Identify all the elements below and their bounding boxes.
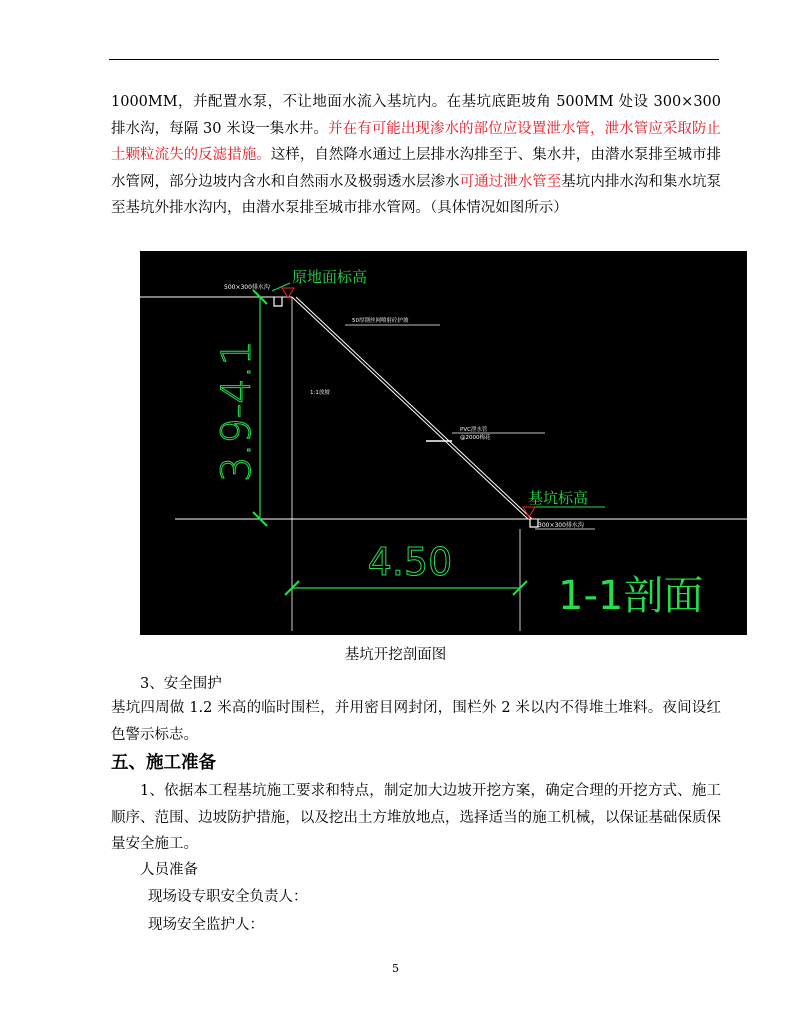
item3-title: 3、安全围护	[140, 676, 222, 692]
slope-line-inner	[296, 297, 532, 519]
section5-title: 五、施工准备	[111, 753, 216, 773]
pit-level-label: 基坑标高	[528, 489, 589, 507]
pvc-spacing-label: @2000梅花	[460, 435, 491, 441]
height-dimension-text: 3.9-4.1	[214, 340, 260, 482]
item1-text: 1、依据本工程基坑施工要求和特点，制定加大边坡开挖方案，确定合理的开挖方式、施工顺序、范围、边坡防护措施，以及挖出土方堆放地点，选择适当的施工机械，以保证基础保质保量安全施工。	[111, 783, 721, 852]
section-title: 1-1剖面	[558, 573, 704, 619]
personnel-line-1: 现场设专职安全负责人：	[148, 889, 308, 905]
page-number: 5	[392, 962, 399, 975]
personnel-title: 人员准备	[140, 862, 198, 878]
drainage-paragraph	[111, 89, 721, 222]
header-rule	[109, 59, 719, 60]
orig-ground-label: 原地面标高	[292, 268, 368, 286]
slope-ratio-label: 1:1放坡	[310, 390, 330, 396]
slope-protect-label: 50厚钢丝网喷射砼护坡	[352, 318, 409, 324]
personnel-line-2: 现场安全监护人：	[148, 917, 264, 933]
bottom-ditch-shape	[530, 519, 538, 527]
orig-ground-leader	[272, 283, 290, 291]
bottom-ditch-label: 300×300排水沟	[538, 522, 584, 529]
figure-caption: 基坑开挖剖面图	[344, 647, 447, 663]
pvc-label: PVC泄水管	[460, 427, 488, 433]
slope-line-outer	[292, 297, 528, 519]
excavation-section-figure	[140, 251, 747, 635]
top-ditch-label: 500×300排水沟	[224, 284, 270, 291]
drainage-text-red-2: 可通过泄水管至	[459, 173, 562, 190]
section-drawing	[140, 251, 747, 635]
item3-text: 基坑四周做 1.2 米高的临时围栏，并用密目网封闭，围栏外 2 米以内不得堆土堆料。夜间设红色警示标志。	[111, 700, 721, 743]
drainage-text-a: 1000MM，并配置水泵，不让地面水流入基坑内。在基坑底距坡角 500MM 处设 300×300 排水沟，每隔 30 米设一集水井。	[111, 94, 721, 137]
drainage-text-c: 这样，自然降水通过上层排水沟排至于、集水井，由潜水泵排至城市排水管网，部分边坡内含水和自然雨水及极弱透水层渗水	[111, 147, 722, 190]
drainage-text-e: 基坑内排水沟和集水坑泵至基坑外排水沟内，由潜水泵排至城市排水管网。（具体情况如图所示）	[111, 173, 722, 216]
width-dimension-text: 4.50	[367, 540, 453, 584]
top-ditch-shape	[274, 297, 282, 306]
drainage-text-red-1: 并在有可能出现渗水的部位应设置泄水管，泄水管应采取防止土颗粒流失的反滤措施。	[111, 120, 722, 163]
